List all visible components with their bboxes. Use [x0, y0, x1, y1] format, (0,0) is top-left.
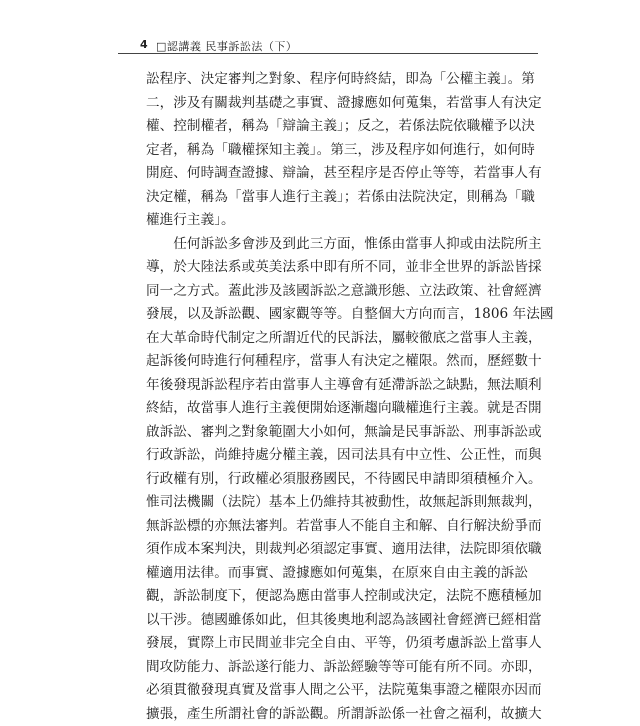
text-line: 行政訴訟，尚維持處分權主義，因司法具有中立性、公正性，而與	[146, 444, 496, 468]
text-line: 導，於大陸法系或英美法系中即有所不同，並非全世界的訴訟皆採	[146, 256, 496, 280]
page-header	[118, 36, 538, 56]
text-line: 年後發現訴訟程序若由當事人主導會有延滯訴訟之缺點，無法順利	[146, 374, 496, 398]
text-line: 權進行主義」。	[146, 209, 496, 233]
text-line: 同一之方式。蓋此涉及該國訴訟之意識形態、立法政策、社會經濟	[146, 280, 496, 304]
running-title: □認講義 民事訴訟法（下）	[156, 38, 297, 54]
text-line: 二，涉及有關裁判基礎之事實、證據應如何蒐集，若當事人有決定	[146, 92, 496, 116]
text-line: 任何訴訟多會涉及到此三方面，惟係由當事人抑或由法院所主	[146, 233, 496, 257]
text-line: 訟程序、決定審判之對象、程序何時終結，即為「公權主義」。第	[146, 68, 496, 92]
text-line: 權、控制權者，稱為「辯論主義」；反之，若係法院依職權予以決	[146, 115, 496, 139]
text-line: 擴張，產生所謂社會的訴訟觀。所謂訴訟係一社會之福利，故擴大	[146, 703, 496, 726]
text-line: 決定權，稱為「當事人進行主義」；若係由法院決定，則稱為「職	[146, 186, 496, 210]
text-line: 權適用法律。而事實、證據應如何蒐集，在原來自由主義的訴訟	[146, 562, 496, 586]
text-line: 在大革命時代制定之所謂近代的民訴法，屬較徹底之當事人主義，	[146, 327, 496, 351]
text-line: 起訴後何時進行何種程序，當事人有決定之權限。然而，歷經數十	[146, 350, 496, 374]
body-text	[146, 68, 496, 726]
header-rule	[118, 53, 538, 54]
text-line: 定者，稱為「職權探知主義」。第三，涉及程序如何進行，如何時	[146, 139, 496, 163]
page-number: 4	[140, 38, 148, 51]
text-line: 無訴訟標的亦無法審判。若當事人不能自主和解、自行解決紛爭而	[146, 515, 496, 539]
text-line: 惟司法機關（法院）基本上仍維持其被動性，故無起訴則無裁判，	[146, 491, 496, 515]
text-line: 必須貫徹發現真實及當事人間之公平，法院蒐集事證之權限亦因而	[146, 679, 496, 703]
text-line: 發展，實際上市民間並非完全自由、平等，仍須考慮訴訟上當事人	[146, 632, 496, 656]
text-line: 間攻防能力、訴訟遂行能力、訴訟經驗等等可能有所不同。亦即，	[146, 656, 496, 680]
text-line: 發展，以及訴訟觀、國家觀等等。自整個大方向而言，1806 年法國	[146, 303, 496, 327]
text-line: 啟訴訟、審判之對象範圍大小如何，無論是民事訴訟、刑事訴訟或	[146, 421, 496, 445]
text-line: 行政權有別，行政權必須服務國民，不待國民申請即須積極介入。	[146, 468, 496, 492]
text-line: 開庭、何時調查證據、辯論，甚至程序是否停止等等，若當事人有	[146, 162, 496, 186]
text-line: 以干涉。德國雖係如此，但其後奧地利認為該國社會經濟已經相當	[146, 609, 496, 633]
text-line: 終結，故當事人進行主義便開始逐漸趨向職權進行主義。就是否開	[146, 397, 496, 421]
text-line: 觀，訴訟制度下，便認為應由當事人控制或決定，法院不應積極加	[146, 585, 496, 609]
text-line: 須作成本案判決，則裁判必須認定事實、適用法律，法院即須依職	[146, 538, 496, 562]
